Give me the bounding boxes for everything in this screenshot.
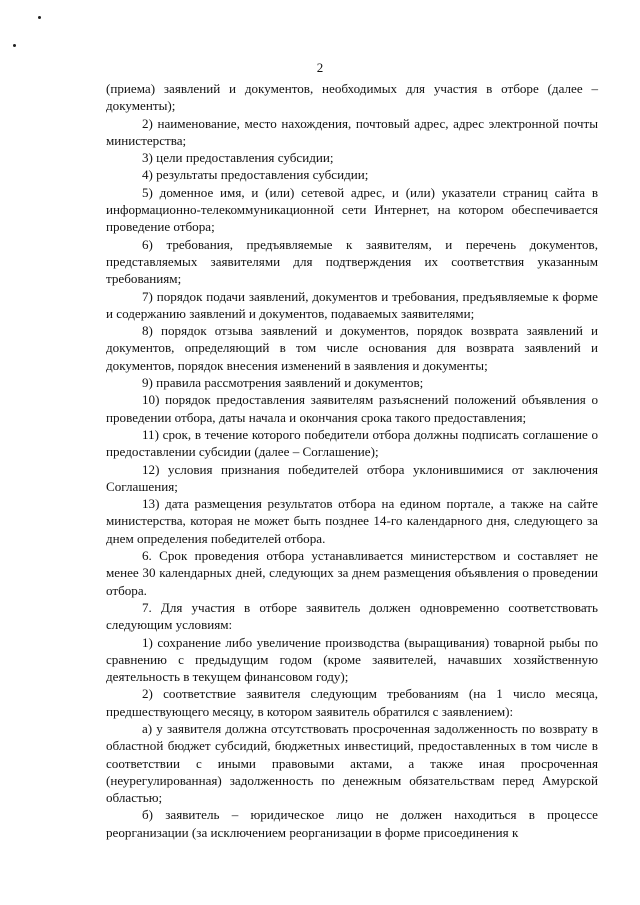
paragraph-continued: (приема) заявлений и документов, необходимых для участия в отборе (далее – документы); bbox=[106, 81, 598, 114]
list-item-5: 5) доменное имя, и (или) сетевой адрес, и (или) указатели страниц сайта в информационно-телекоммуникационной сети Интернет, на котором обеспечивается проведение отбора; bbox=[106, 184, 598, 235]
document-body bbox=[106, 80, 598, 841]
list-item-6: 6) требования, предъявляемые к заявителям, и перечень документов, представляемых заявителями для подтверждения их соответствия указанным требованиям; bbox=[106, 236, 598, 287]
scan-speck bbox=[38, 16, 41, 19]
condition-2: 2) соответствие заявителя следующим требованиям (на 1 число месяца, предшествующего месяцу, в котором заявитель обратился с заявлением): bbox=[106, 686, 598, 719]
list-item-7: 7) порядок подачи заявлений, документов и требования, предъявляемые к форме и содержанию заявлений и документов, подаваемых заявителями; bbox=[106, 288, 598, 321]
list-item-9: 9) правила рассмотрения заявлений и документов; bbox=[142, 375, 424, 391]
requirement-a: а) у заявителя должна отсутствовать просроченная задолженность по возврату в областной бюджет субсидий, бюджетных инвестиций, предоставленных в том числе в соответствии с иными правовыми актами, а также иная просроченная (неурегулированная) задолженность по денежным обязательствам перед Амурской областью; bbox=[106, 720, 598, 806]
clause-6: 6. Срок проведения отбора устанавливается министерством и составляет не менее 30 календарных дней, следующих за днем размещения объявления о проведении отбора. bbox=[106, 548, 598, 598]
list-item-8: 8) порядок отзыва заявлений и документов, порядок возврата заявлений и документов, определяющий в том числе основания для возврата заявлений и документов, порядок внесения изменений в заявления и документы; bbox=[106, 323, 598, 373]
requirement-b: б) заявитель – юридическое лицо не должен находиться в процессе реорганизации (за исключением реорганизации в форме присоединения к bbox=[106, 807, 598, 840]
list-item-3: 3) цели предоставления субсидии; bbox=[142, 150, 334, 166]
list-item-13: 13) дата размещения результатов отбора на едином портале, а также на сайте министерства, которая не может быть позднее 14-го календарного дня, следующего за днем определения победителей отбора. bbox=[106, 496, 598, 546]
scan-speck bbox=[13, 44, 16, 47]
list-item-2: 2) наименование, место нахождения, почтовый адрес, адрес электронной почты министерства; bbox=[106, 115, 598, 148]
condition-1: 1) сохранение либо увеличение производства (выращивания) товарной рыбы по сравнению с предыдущим годом (кроме заявителей, начавших хозяйственную деятельность в текущем финансовом году); bbox=[106, 634, 598, 685]
clause-7: 7. Для участия в отборе заявитель должен одновременно соответствовать следующим условиям: bbox=[106, 599, 598, 633]
list-item-10: 10) порядок предоставления заявителям разъяснений положений объявления о проведении отбора, даты начала и окончания срока такого предоставления; bbox=[106, 392, 598, 425]
list-item-12: 12) условия признания победителей отбора уклонившимися от заключения Соглашения; bbox=[106, 461, 598, 494]
page-number: 2 bbox=[316, 60, 324, 75]
list-item-11: 11) срок, в течение которого победители отбора должны подписать соглашение о предоставлении субсидии (далее – Соглашение); bbox=[106, 426, 598, 460]
list-item-4: 4) результаты предоставления субсидии; bbox=[142, 167, 369, 183]
